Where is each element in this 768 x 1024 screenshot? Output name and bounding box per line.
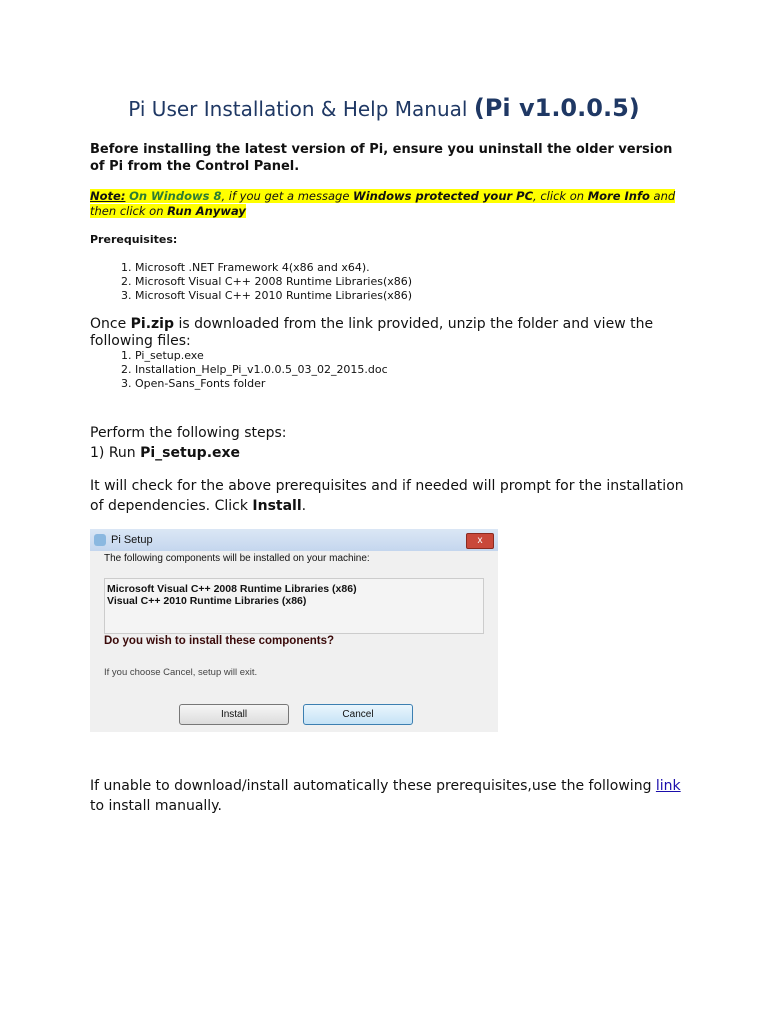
note-text: , if you get a message (221, 189, 354, 203)
files-list (90, 349, 388, 391)
note-os: On Windows 8 (129, 189, 222, 203)
dialog-titlebar (90, 529, 498, 551)
check-text: . (301, 498, 307, 514)
step-text: 1) Run (90, 445, 141, 461)
note-label: Note: (90, 189, 126, 203)
component-item: Microsoft Visual C++ 2008 Runtime Libraries (x86) (107, 583, 357, 595)
note-message: Windows protected your PC (353, 189, 534, 203)
once-text: Once (90, 316, 131, 332)
list-item: 3. Open-Sans_Fonts folder (135, 377, 388, 391)
setup-app-icon (94, 534, 106, 546)
setup-dialog-screenshot (90, 529, 498, 732)
list-item: 1. Microsoft .NET Framework 4(x86 and x64). (135, 261, 412, 275)
check-paragraph (90, 476, 690, 516)
list-item: 3. Microsoft Visual C++ 2010 Runtime Libraries(x86) (135, 289, 412, 303)
prereq-heading: Prerequisites: (90, 233, 178, 246)
cancel-button[interactable]: Cancel (303, 704, 413, 725)
intro-paragraph: Before installing the latest version of Pi, ensure you uninstall the older version of Pi from the Control Panel. (90, 142, 673, 174)
step-exe: Pi_setup.exe (140, 445, 241, 461)
title-text: Pi User Installation & Help Manual (128, 97, 468, 121)
note-text: and then click on (90, 189, 676, 218)
close-icon[interactable]: x (466, 533, 494, 549)
perform-text: Perform the following steps: (90, 425, 287, 441)
dialog-cancel-note: If you choose Cancel, setup will exit. (104, 667, 258, 678)
page-title (0, 94, 768, 122)
once-paragraph (90, 316, 670, 350)
title-version: (Pi v1.0.0.5) (473, 94, 640, 122)
manual-link[interactable]: link (655, 778, 681, 794)
check-text: It will check for the above prerequisites and if needed will prompt for the installation of dependencies. Click (90, 478, 684, 514)
note-more-info: More Info (587, 189, 650, 203)
check-install: Install (252, 498, 302, 514)
note-run-anyway: Run Anyway (167, 204, 246, 218)
dialog-header: The following components will be installed on your machine: (104, 553, 370, 564)
install-button[interactable]: Install (179, 704, 289, 725)
zip-name: Pi.zip (130, 316, 175, 332)
once-text: is downloaded from the link provided, unzip the folder and view the following files: (90, 316, 654, 349)
note-text: , click on (533, 189, 588, 203)
component-item: Visual C++ 2010 Runtime Libraries (x86) (107, 595, 307, 607)
manual-text: If unable to download/install automatically these prerequisites,use the following (90, 778, 656, 794)
step-1 (90, 443, 240, 463)
list-item: 1. Pi_setup.exe (135, 349, 388, 363)
prereq-list (90, 261, 412, 303)
components-box (104, 578, 484, 634)
dialog-title: Pi Setup (111, 534, 153, 546)
manual-text: to install manually. (90, 798, 222, 814)
manual-paragraph (90, 776, 690, 816)
dialog-question: Do you wish to install these components? (104, 635, 335, 647)
list-item: 2. Installation_Help_Pi_v1.0.0.5_03_02_2015.doc (135, 363, 388, 377)
note-paragraph (90, 189, 680, 219)
list-item: 2. Microsoft Visual C++ 2008 Runtime Libraries(x86) (135, 275, 412, 289)
